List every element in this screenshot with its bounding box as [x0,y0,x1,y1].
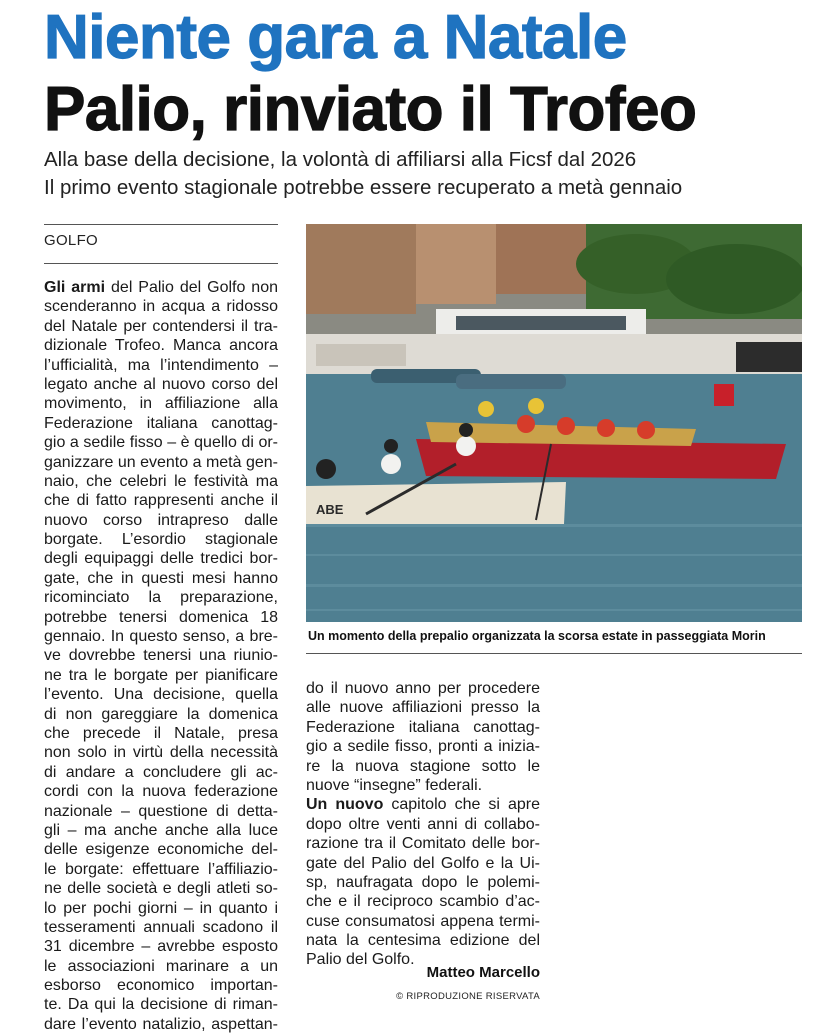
text-line: sp, naufragata dopo le polemi- [306,873,540,891]
deck-line: Alla base della decisione, la volontà di affiliarsi alla Ficsf dal 2026 [44,148,637,171]
text-line: che precede il Natale, presa [44,724,278,742]
text-line: movimento, in affiliazione alla [44,395,278,413]
text-line: gate, che in questi mesi hanno [44,569,278,587]
article-column-2 [306,679,540,970]
text-line: ve dovrebbe tenersi una riunio- [44,647,278,665]
text-line: naio, che celebri le festività ma [44,472,278,490]
deck [44,146,814,202]
text-line: cuse consumatosi appena termi- [306,912,540,930]
text-line: Federazione italiana canottag- [306,718,540,736]
text-line: razione tra il Comitato delle bor- [306,835,540,853]
text-line: gennaio. In questo senso, a bre- [44,628,278,646]
text-line: legato anche al nuovo corso del [44,375,278,393]
text-line: Palio del Golfo. [306,951,415,969]
rowing-photo-illustration [306,224,802,622]
text-line: borgate. L’esordio stagionale [44,531,278,549]
text-line: di andare a concludere gli ac- [44,763,278,781]
headline: Niente gara a Natale [44,3,627,72]
text-line: gli – ma anche anche alla luce [44,821,278,839]
text-line: ne tra le borgate per pianificare [44,666,278,684]
text-line: do il nuovo anno per procedere [306,680,540,697]
text-line: ricominciato la preparazione, [44,589,278,607]
section-rule-bottom [44,263,278,264]
text-line: le associazioni marinare a un [44,957,278,975]
text-line: alle nuove affiliazioni presso la [306,699,540,717]
text-line: che di fatto rappresenti anche il [44,492,278,510]
text-line: capitolo che si apre [383,796,541,814]
section-rule-top [44,224,278,225]
text-line: re la nuova stagione sotto le [306,757,540,775]
text-line: di non gareggiare la domenica [44,705,278,723]
text-line: te. Da qui la decisione di riman- [44,996,278,1014]
deck-line: Il primo evento stagionale potrebbe essere recuperato a metà gennaio [44,176,683,199]
text-line: gio a sedile fisso, pronti a inizia- [306,738,540,756]
photo-caption: Un momento della prepalio organizzata la scorsa estate in passeggiata Morin [308,629,766,643]
text-line: che e il reciproco scambio d’ac- [306,893,540,911]
text-line: gate del Palio del Golfo e la Ui- [306,854,540,872]
lead-line [44,278,278,297]
text-line: 31 dicembre – avrebbe esposto [44,938,278,956]
text-line: lo per pochi giorni – in quanto i [44,899,278,917]
text-line: dizionale Trofeo. Manca ancora [44,337,278,355]
text-line: delle esigenze economiche del- [44,841,278,859]
text-line: Federazione italiana canottag- [44,414,278,432]
text-line: degli equipaggi delle tredici bor- [44,550,278,568]
caption-rule [306,653,802,654]
article-column-1 [44,278,278,1034]
text-line: ne delle società e degli atleti so- [44,880,278,898]
text-line: tesseramenti annuali scadono il [44,918,278,936]
text-line: nata la centesima edizione del [306,932,540,950]
text-line: nazionale – questione di detta- [44,802,278,820]
subheadline: Palio, rinviato il Trofeo [44,75,697,144]
boat-lettering: ABE [316,502,344,517]
text-line: dopo oltre venti anni di collabo- [306,815,540,833]
text-line: scenderanno in acqua a ridosso [44,298,278,316]
text-line: l’ufficialità, ma l’intendimento – [44,356,278,374]
text-line: del Natale per contendersi il tra- [44,317,278,335]
text-line: le borgate: effettuare l’affiliazio- [44,860,278,878]
text-line: gio a sedile fisso – è quello di or- [44,434,278,452]
text-line: esborso economico importan- [44,977,278,995]
text-line: cordi con la nuova federazione [44,783,278,801]
text-line: nuovo corso intrapreso dalle [44,511,278,529]
byline: Matteo Marcello [426,964,540,981]
text-line: nuove “insegne” federali. [306,776,483,794]
lead-bold: Gli armi [44,279,106,296]
lead-bold: Un nuovo [306,796,384,814]
rowing-photo [306,224,802,622]
text-line: ganizzare un evento a metà gen- [44,453,278,471]
text-line: potrebbe tenersi domenica 18 [44,608,278,626]
text-line: l’evento. Una decisione, quella [44,686,278,704]
text-line: dare l’evento natalizio, aspettan- [44,1015,278,1033]
text-line: non solo in virtù della necessità [44,744,278,762]
lead-line [306,795,540,814]
text-line: del Palio del Golfo non [105,279,278,296]
copyright-notice: © RIPRODUZIONE RISERVATA [396,991,540,1002]
section-label: GOLFO [44,232,99,249]
